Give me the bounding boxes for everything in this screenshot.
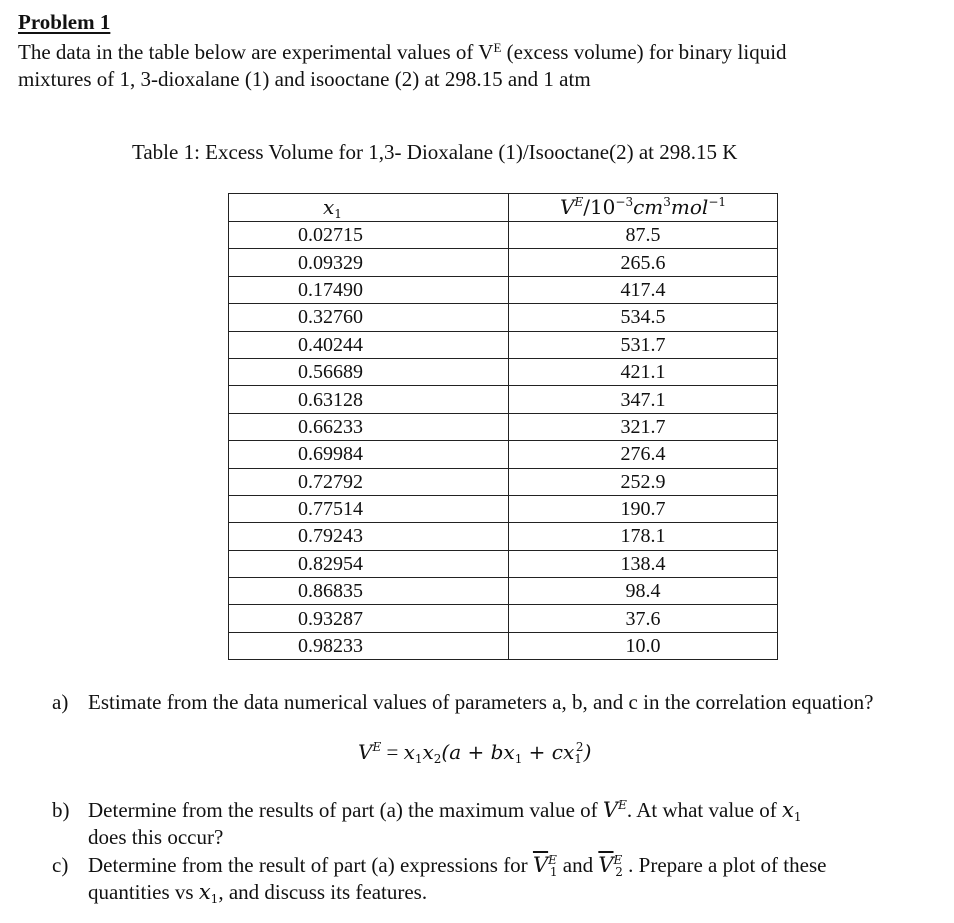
cell-x1: 0.86835 xyxy=(229,578,509,605)
cell-x1: 0.93287 xyxy=(229,605,509,632)
table-row xyxy=(229,358,778,385)
table-row xyxy=(229,222,778,249)
table-header-row xyxy=(229,194,778,222)
table-row xyxy=(229,550,778,577)
cell-ve: 421.1 xyxy=(509,358,778,385)
cell-x1: 0.09329 xyxy=(229,249,509,276)
question-a-marker: a) xyxy=(52,690,69,714)
table-body xyxy=(229,222,778,660)
table-row xyxy=(229,468,778,495)
cell-ve: 37.6 xyxy=(509,605,778,632)
table-row xyxy=(229,632,778,659)
table-row xyxy=(229,605,778,632)
intro-line-1: The data in the table below are experimental values of $V^E$ (excess volume) for binary liquid xyxy=(18,40,787,64)
cell-ve: 321.7 xyxy=(509,413,778,440)
cell-ve: 531.7 xyxy=(509,331,778,358)
cell-ve: 98.4 xyxy=(509,578,778,605)
table-row xyxy=(229,249,778,276)
cell-ve: 534.5 xyxy=(509,304,778,331)
cell-ve: 276.4 xyxy=(509,441,778,468)
problem-heading: Problem 1 xyxy=(18,10,111,34)
question-a-text: Estimate from the data numerical values of parameters a, b, and c in the correlation equation? xyxy=(88,690,874,714)
table-row xyxy=(229,523,778,550)
cell-x1: 0.79243 xyxy=(229,523,509,550)
table-row xyxy=(229,331,778,358)
cell-x1: 0.72792 xyxy=(229,468,509,495)
cell-x1: 0.98233 xyxy=(229,632,509,659)
cell-x1: 0.77514 xyxy=(229,495,509,522)
cell-x1: 0.82954 xyxy=(229,550,509,577)
cell-x1: 0.66233 xyxy=(229,413,509,440)
table-row xyxy=(229,578,778,605)
cell-ve: 178.1 xyxy=(509,523,778,550)
intro-paragraph xyxy=(18,39,918,93)
excess-volume-table xyxy=(228,193,778,660)
table-row xyxy=(229,276,778,303)
cell-ve: 190.7 xyxy=(509,495,778,522)
cell-x1: 0.69984 xyxy=(229,441,509,468)
data-table-container xyxy=(228,193,778,660)
cell-x1: 0.32760 xyxy=(229,304,509,331)
cell-x1: 0.40244 xyxy=(229,331,509,358)
intro-line-2: mixtures of 1, 3-dioxalane (1) and isooctane (2) at 298.15 and 1 atm xyxy=(18,67,591,91)
table-row xyxy=(229,495,778,522)
table-row xyxy=(229,413,778,440)
cell-ve: 347.1 xyxy=(509,386,778,413)
question-b-marker: b) xyxy=(52,798,70,822)
correlation-equation: $V^E = x_1x_2(a + bx_1 + cx_1^2)$ xyxy=(358,740,592,766)
cell-ve: 138.4 xyxy=(509,550,778,577)
header-ve: $V^E/10^{-3}cm^3mol^{-1}$ xyxy=(509,194,778,222)
header-x1: $x_1$ xyxy=(229,194,509,222)
table-row xyxy=(229,441,778,468)
cell-ve: 252.9 xyxy=(509,468,778,495)
question-c-marker: c) xyxy=(52,853,69,877)
question-c-text: Determine from the result of part (a) expressions for $\overline{V}^E_1$ and $\overline{V}^E_2$ . Prepare a plot of these quantities vs $x_1$, and discuss its features. xyxy=(88,853,827,906)
cell-x1: 0.02715 xyxy=(229,222,509,249)
cell-ve: 87.5 xyxy=(509,222,778,249)
cell-ve: 10.0 xyxy=(509,632,778,659)
table-row xyxy=(229,386,778,413)
table-row xyxy=(229,304,778,331)
cell-x1: 0.63128 xyxy=(229,386,509,413)
cell-x1: 0.56689 xyxy=(229,358,509,385)
cell-x1: 0.17490 xyxy=(229,276,509,303)
question-b-text: Determine from the results of part (a) the maximum value of $V^E$. At what value of $x_1$ does this occur? xyxy=(88,798,802,849)
cell-ve: 417.4 xyxy=(509,276,778,303)
cell-ve: 265.6 xyxy=(509,249,778,276)
table-caption: Table 1: Excess Volume for 1,3- Dioxalane (1)/Isooctane(2) at 298.15 K xyxy=(132,140,738,164)
